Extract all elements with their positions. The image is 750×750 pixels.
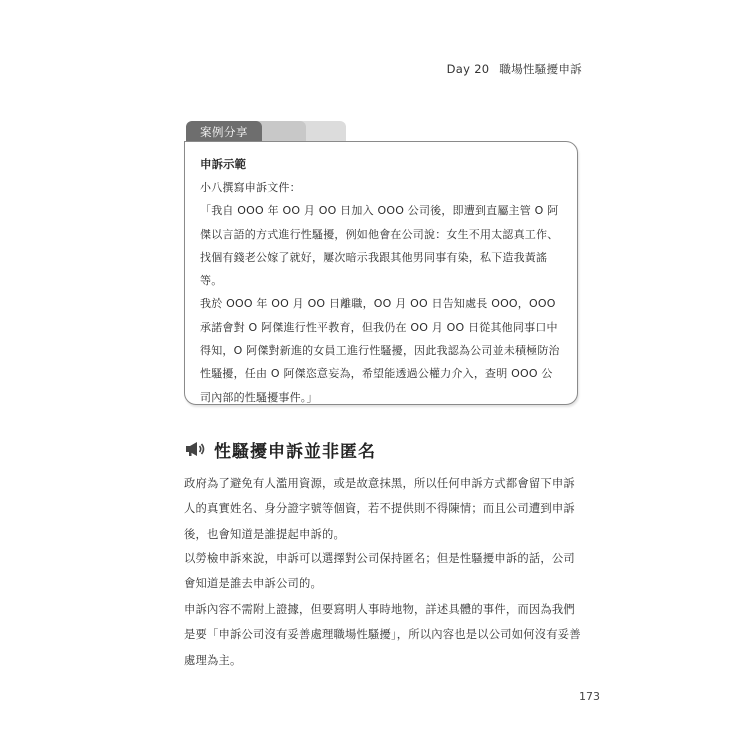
case-paragraph: 「我自 OOO 年 OO 月 OO 日加入 OOO 公司後，即遭到直屬主管 O 阿傑以言語的方式進行性騷擾，例如他會在公司說：女生不用太認真工作、找個有錢老公嫁了就好，屢次暗示我跟其他男同事有染，私下造我黃謠等。 bbox=[200, 204, 559, 288]
body-paragraph: 申訴內容不需附上證據，但要寫明人事時地物，詳述具體的事件，而因為我們是要「申訴公司沒有妥善處理職場性騷擾」，所以內容也是以公司如何沒有妥善處理為主。 bbox=[184, 603, 581, 667]
running-header bbox=[447, 61, 582, 77]
case-paragraph: 小八撰寫申訴文件： bbox=[200, 181, 301, 194]
header-day: Day 20 bbox=[446, 62, 490, 76]
section-title: 性騷擾申訴並非匿名 bbox=[214, 441, 376, 462]
case-paragraph: 我於 OOO 年 OO 月 OO 日離職，OO 月 OO 日告知處長 OOO，OOO 承諾會對 O 阿傑進行性平教育，但我仍在 OO 月 OO 日從其他同事口中得知，O 阿傑對新進的女員工進行性騷擾，因此我認為公司並未積極防治性騷擾，任由 O 阿傑恣意妄為，希望能透過公權力介入，查明 OOO 公司內部的性騷擾事件。」 bbox=[200, 297, 560, 404]
body-paragraph: 政府為了避免有人濫用資源，或是故意抹黑，所以任何申訴方式都會留下申訴人的真實姓名、身分證字號等個資，若不提供則不得陳情；而且公司遭到申訴後，也會知道是誰提起申訴的。 bbox=[184, 477, 575, 541]
case-title: 申訴示範 bbox=[200, 157, 246, 171]
header-title: 職場性騷擾申訴 bbox=[499, 62, 582, 76]
case-tab-label: 案例分享 bbox=[186, 121, 262, 143]
section-heading bbox=[184, 436, 376, 462]
case-box bbox=[184, 141, 578, 405]
page-number: 173 bbox=[579, 690, 600, 703]
body-paragraph: 以勞檢申訴來說，申訴可以選擇對公司保持匿名；但是性騷擾申訴的話，公司會知道是誰去申訴公司的。 bbox=[184, 552, 575, 591]
case-tabs bbox=[186, 121, 356, 143]
megaphone-icon bbox=[184, 440, 206, 458]
